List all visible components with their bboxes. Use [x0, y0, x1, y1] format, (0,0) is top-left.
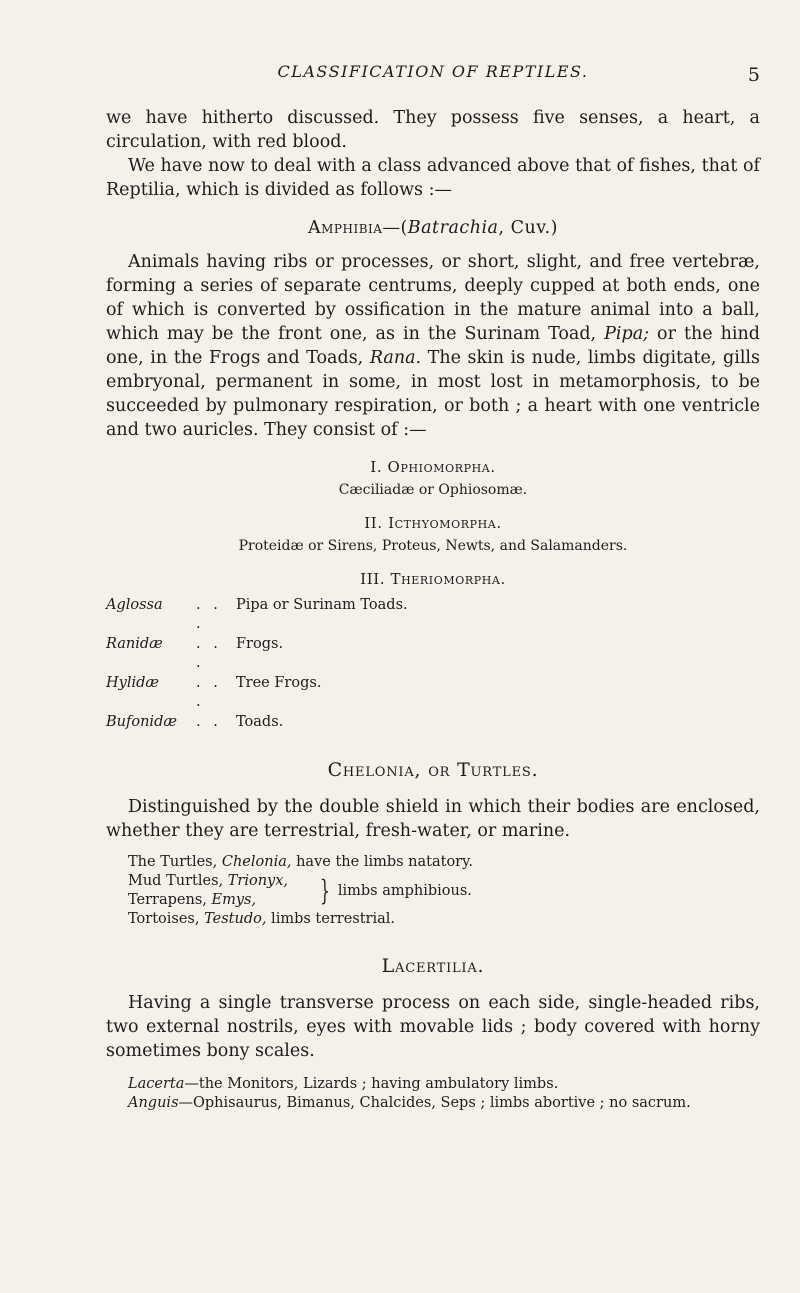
chelonia-item-genus: Emys, — [211, 892, 257, 908]
order-icthyomorpha-heading: II. Icthyomorpha. — [364, 514, 502, 532]
amphibia-desc-part-3: The skin is nude, limbs digitate, gills embryonal, permanent in some, in most lost in metamorphosis, to be succeeded by pulmonary respiration, or both ; a heart with one ventricle and two auricles. They consist of :— — [106, 348, 760, 440]
amphibia-heading-name: Amphibia — [308, 218, 383, 238]
leader-dots: . . . — [196, 597, 222, 632]
theriomorpha-family-table — [106, 596, 408, 733]
family-name: Bufonidæ — [106, 714, 177, 730]
intro-paragraph-1: we have hitherto discussed. They possess five senses, a heart, a circulation, with red blood. — [106, 108, 760, 152]
chelonia-braced-group — [128, 872, 760, 910]
family-row — [106, 713, 408, 733]
lacertilia-description: Having a single transverse process on each side, single-headed ribs, two external nostrils, eyes with movable lids ; body covered with horny sometimes bony scales. — [106, 993, 760, 1061]
running-head — [106, 58, 760, 84]
book-page — [106, 58, 760, 1113]
chelonia-list — [128, 853, 760, 929]
amphibia-heading-dash: —( — [382, 218, 408, 238]
lacertilia-item-lacerta — [128, 1075, 760, 1094]
amphibia-heading-authority: , Cuv.) — [498, 218, 558, 238]
amphibia-desc-part-1: Animals having ribs or processes, or short, slight, and free vertebræ, forming a series of separate centrums, deeply cupped at both ends, one of which is converted by ossification in the mature animal into a ball, which may be the front one, as in the Surinam Toad, — [106, 252, 760, 344]
order-ophiomorpha-heading: I. Ophiomorpha. — [370, 458, 496, 476]
lacertilia-genus: Anguis — [128, 1095, 179, 1111]
amphibia-heading — [106, 218, 760, 238]
brace-symbol: } — [320, 874, 330, 907]
leader-dots: . . . — [196, 636, 222, 671]
amphibia-heading-synonym: Batrachia — [407, 218, 499, 238]
amphibia-desc-rana: Rana. — [369, 348, 422, 368]
chelonia-description: Distinguished by the double shield in which their bodies are enclosed, whether they are terrestrial, fresh-water, or marine. — [106, 797, 760, 841]
family-common-name: Frogs. — [236, 636, 284, 652]
chelonia-list-item — [128, 910, 760, 929]
lacertilia-genus: Lacerta — [128, 1076, 185, 1092]
lacertilia-item-text: —Ophisaurus, Bimanus, Chalcides, Seps ; limbs abortive ; no sacrum. — [178, 1095, 691, 1111]
amphibia-desc-part-2: or the hind one, in the Frogs and Toads, — [106, 324, 760, 368]
order-icthyomorpha-members: Proteidæ or Sirens, Proteus, Newts, and Salamanders. — [238, 538, 628, 554]
leader-dots: . . — [196, 714, 222, 730]
leader-dots: . . . — [196, 675, 222, 710]
family-common-name: Pipa or Surinam Toads. — [236, 597, 408, 613]
lacertilia-heading: Lacertilia. — [381, 955, 485, 977]
chelonia-list-item — [128, 891, 288, 910]
family-name: Hylidæ — [106, 675, 160, 691]
chelonia-item-genus: Testudo, — [204, 911, 267, 927]
family-name: Aglossa — [106, 597, 163, 613]
amphibia-description — [106, 250, 760, 442]
family-row — [106, 635, 408, 674]
chelonia-item-text: limbs terrestrial. — [266, 911, 395, 927]
running-head-title: CLASSIFICATION OF REPTILES. — [277, 62, 589, 81]
chelonia-brace-text: limbs amphibious. — [337, 882, 472, 899]
amphibia-desc-pipa: Pipa; — [604, 324, 650, 344]
chelonia-item-genus: Chelonia, — [221, 854, 292, 870]
chelonia-item-genus: Trionyx, — [227, 873, 289, 889]
order-theriomorpha-heading: III. Theriomorpha. — [360, 570, 506, 588]
lacertilia-item-text: —the Monitors, Lizards ; having ambulatory limbs. — [184, 1076, 559, 1092]
chelonia-item-text: have the limbs natatory. — [291, 854, 473, 870]
intro-paragraph-2: We have now to deal with a class advanced above that of fishes, that of Reptilia, which is divided as follows :— — [106, 156, 760, 200]
chelonia-item-text: Terrapens, — [128, 892, 212, 908]
chelonia-list-item — [128, 872, 288, 891]
chelonia-item-text: Mud Turtles, — [128, 873, 228, 889]
family-row — [106, 674, 408, 713]
order-ophiomorpha-members: Cæciliadæ or Ophiosomæ. — [338, 482, 528, 498]
family-row — [106, 596, 408, 635]
family-name: Ranidæ — [106, 636, 163, 652]
chelonia-item-text: Tortoises, — [128, 911, 205, 927]
chelonia-list-item — [128, 853, 760, 872]
family-common-name: Tree Frogs. — [236, 675, 322, 691]
chelonia-heading: Chelonia, or Turtles. — [327, 759, 539, 781]
page-number: 5 — [747, 64, 760, 86]
lacertilia-list — [128, 1075, 760, 1113]
chelonia-item-text: The Turtles, — [128, 854, 222, 870]
lacertilia-item-anguis — [128, 1094, 760, 1113]
family-common-name: Toads. — [236, 714, 284, 730]
